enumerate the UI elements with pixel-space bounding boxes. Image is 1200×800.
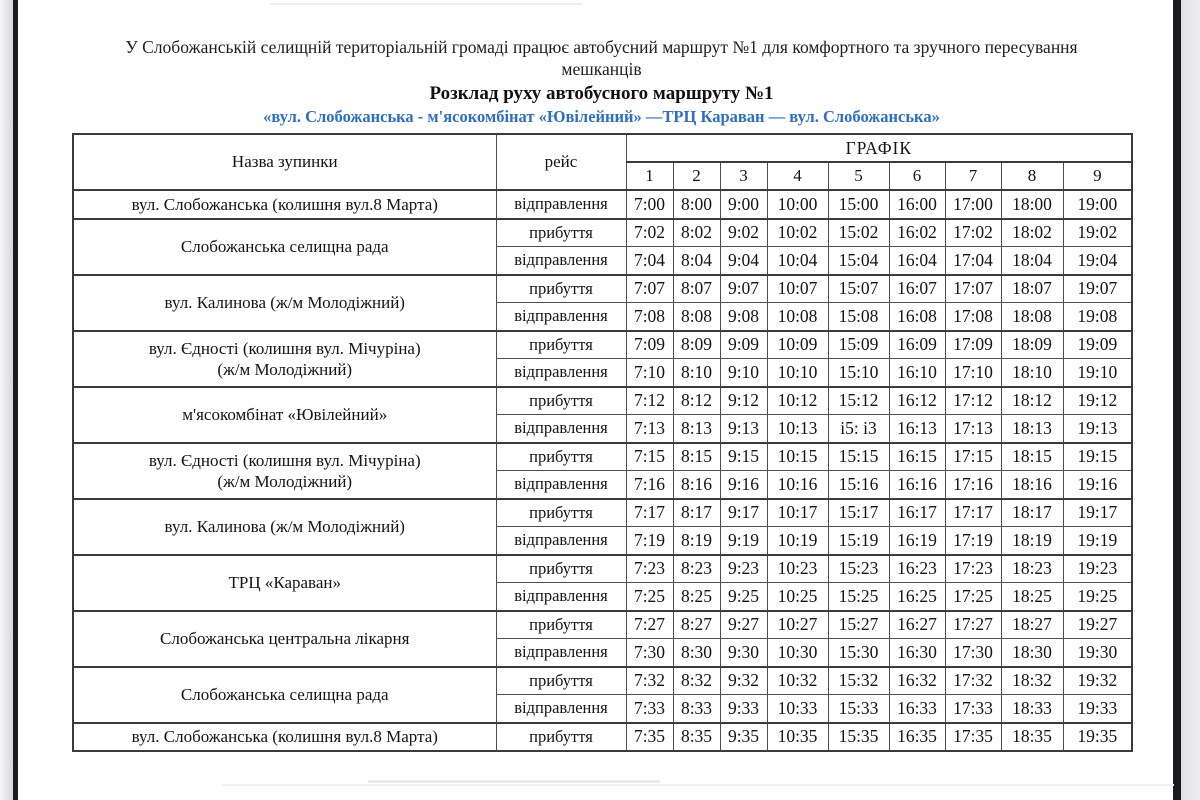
trip-type-cell: прибуття [496,275,626,303]
time-cell: 9:09 [720,331,767,359]
time-cell: 7:27 [626,611,673,639]
trip-type-cell: відправлення [496,471,626,499]
stop-name-cell: ТРЦ «Караван» [73,555,496,611]
table-row [73,190,1132,219]
trip-type-cell: прибуття [496,331,626,359]
time-cell: 18:23 [1001,555,1063,583]
time-cell: 10:32 [767,667,828,695]
intro-line-1: У Слобожанській селищній територіальній громаді працює автобусний маршрут №1 для комфортного та зручного пересування [125,37,1078,57]
time-cell: 16:13 [889,415,945,443]
time-cell: 17:08 [945,303,1001,331]
stop-name-cell [73,331,496,387]
time-cell: 10:19 [767,527,828,555]
trip-type-cell: відправлення [496,303,626,331]
time-cell: 7:08 [626,303,673,331]
time-cell: 17:27 [945,611,1001,639]
time-cell: 15:02 [828,219,889,247]
time-cell: 9:15 [720,443,767,471]
time-cell: 16:10 [889,359,945,387]
time-cell: 15:27 [828,611,889,639]
time-cell: 18:19 [1001,527,1063,555]
time-cell: 9:12 [720,387,767,415]
time-cell: 8:09 [673,331,720,359]
time-cell: 10:25 [767,583,828,611]
schedule-body [73,190,1132,751]
time-cell: 17:15 [945,443,1001,471]
time-cell: 9:16 [720,471,767,499]
time-cell: 18:02 [1001,219,1063,247]
time-cell: 16:04 [889,247,945,275]
time-cell: 10:08 [767,303,828,331]
time-cell: 17:23 [945,555,1001,583]
time-cell: 8:00 [673,190,720,219]
schedule-title: Розклад руху автобусного маршруту №1 [429,83,774,104]
time-cell: 8:19 [673,527,720,555]
time-cell: 19:32 [1063,667,1132,695]
table-row [73,331,1132,359]
time-cell: 16:33 [889,695,945,723]
time-cell: 16:35 [889,723,945,752]
time-cell: 15:08 [828,303,889,331]
stop-name-cell: вул. Калинова (ж/м Молодіжний) [73,499,496,555]
time-cell: 7:13 [626,415,673,443]
time-cell: 8:16 [673,471,720,499]
trip-type-cell: відправлення [496,639,626,667]
time-cell: 10:09 [767,331,828,359]
time-cell: 15:16 [828,471,889,499]
time-cell: 9:30 [720,639,767,667]
time-cell: 18:33 [1001,695,1063,723]
time-cell: 19:33 [1063,695,1132,723]
time-cell: 9:13 [720,415,767,443]
time-cell: 19:35 [1063,723,1132,752]
time-cell: 19:10 [1063,359,1132,387]
schedule-number-5: 5 [828,162,889,190]
time-cell: 10:27 [767,611,828,639]
time-cell: 18:00 [1001,190,1063,219]
time-cell: 16:17 [889,499,945,527]
time-cell: 17:09 [945,331,1001,359]
time-cell: 16:15 [889,443,945,471]
time-cell: i5: i3 [828,415,889,443]
time-cell: 9:32 [720,667,767,695]
time-cell: 17:10 [945,359,1001,387]
stop-name-line-1: вул. Єдності (колишня вул. Мічуріна) [148,450,421,470]
trip-type-cell: прибуття [496,219,626,247]
time-cell: 15:32 [828,667,889,695]
time-cell: 7:32 [626,667,673,695]
time-cell: 17:00 [945,190,1001,219]
time-cell: 16:23 [889,555,945,583]
time-cell: 8:33 [673,695,720,723]
time-cell: 10:07 [767,275,828,303]
time-cell: 16:09 [889,331,945,359]
schedule-number-6: 6 [889,162,945,190]
stop-name-line-1: вул. Єдності (колишня вул. Мічуріна) [148,338,421,358]
time-cell: 15:12 [828,387,889,415]
time-cell: 19:27 [1063,611,1132,639]
time-cell: 15:30 [828,639,889,667]
trip-type-cell: відправлення [496,415,626,443]
time-cell: 8:12 [673,387,720,415]
time-cell: 7:33 [626,695,673,723]
stop-name-cell [73,443,496,499]
time-cell: 19:02 [1063,219,1132,247]
time-cell: 18:32 [1001,667,1063,695]
schedule-number-8: 8 [1001,162,1063,190]
stop-name-cell: Слобожанська центральна лікарня [73,611,496,667]
time-cell: 17:12 [945,387,1001,415]
column-header-schedule: ГРАФІК [626,134,1132,162]
time-cell: 8:04 [673,247,720,275]
table-row [73,723,1132,752]
time-cell: 18:10 [1001,359,1063,387]
time-cell: 18:04 [1001,247,1063,275]
time-cell: 7:12 [626,387,673,415]
scan-artifact-top-line [270,3,582,5]
time-cell: 17:19 [945,527,1001,555]
time-cell: 8:08 [673,303,720,331]
schedule-table-header [73,134,1132,190]
time-cell: 8:25 [673,583,720,611]
trip-type-cell: відправлення [496,247,626,275]
time-cell: 9:02 [720,219,767,247]
schedule-table [72,133,1133,752]
time-cell: 8:13 [673,415,720,443]
time-cell: 18:15 [1001,443,1063,471]
time-cell: 7:04 [626,247,673,275]
time-cell: 10:12 [767,387,828,415]
time-cell: 16:27 [889,611,945,639]
time-cell: 18:25 [1001,583,1063,611]
trip-type-cell: відправлення [496,359,626,387]
time-cell: 7:25 [626,583,673,611]
trip-type-cell: прибуття [496,555,626,583]
trip-type-cell: відправлення [496,583,626,611]
time-cell: 15:23 [828,555,889,583]
time-cell: 8:07 [673,275,720,303]
schedule-number-1: 1 [626,162,673,190]
time-cell: 10:23 [767,555,828,583]
time-cell: 15:04 [828,247,889,275]
time-cell: 9:10 [720,359,767,387]
schedule-number-4: 4 [767,162,828,190]
table-row [73,387,1132,415]
time-cell: 16:12 [889,387,945,415]
stop-name-cell: Слобожанська селищна рада [73,219,496,275]
trip-type-cell: прибуття [496,387,626,415]
time-cell: 19:25 [1063,583,1132,611]
time-cell: 7:09 [626,331,673,359]
time-cell: 19:15 [1063,443,1132,471]
time-cell: 7:30 [626,639,673,667]
time-cell: 18:07 [1001,275,1063,303]
stop-name-cell: м'ясокомбінат «Ювілейний» [73,387,496,443]
photo-edge-right-gradient [1181,0,1200,800]
trip-type-cell: прибуття [496,667,626,695]
time-cell: 18:27 [1001,611,1063,639]
time-cell: 15:00 [828,190,889,219]
table-row [73,499,1132,527]
time-cell: 19:07 [1063,275,1132,303]
time-cell: 9:17 [720,499,767,527]
time-cell: 17:07 [945,275,1001,303]
time-cell: 8:27 [673,611,720,639]
intro-text [72,36,1131,80]
time-cell: 17:02 [945,219,1001,247]
time-cell: 19:19 [1063,527,1132,555]
time-cell: 9:07 [720,275,767,303]
photo-edge-right-line [1173,0,1181,800]
time-cell: 15:10 [828,359,889,387]
time-cell: 8:23 [673,555,720,583]
time-cell: 8:17 [673,499,720,527]
time-cell: 19:00 [1063,190,1132,219]
time-cell: 10:10 [767,359,828,387]
time-cell: 9:04 [720,247,767,275]
table-row [73,219,1132,247]
time-cell: 8:10 [673,359,720,387]
time-cell: 15:19 [828,527,889,555]
time-cell: 17:35 [945,723,1001,752]
trip-type-cell: прибуття [496,611,626,639]
time-cell: 8:30 [673,639,720,667]
time-cell: 17:33 [945,695,1001,723]
stop-name-cell: вул. Слобожанська (колишня вул.8 Марта) [73,190,496,219]
time-cell: 19:04 [1063,247,1132,275]
column-header-stop-name: Назва зупинки [73,134,496,190]
time-cell: 16:30 [889,639,945,667]
time-cell: 9:00 [720,190,767,219]
trip-type-cell: прибуття [496,723,626,752]
schedule-number-9: 9 [1063,162,1132,190]
time-cell: 16:02 [889,219,945,247]
time-cell: 7:00 [626,190,673,219]
time-cell: 8:02 [673,219,720,247]
time-cell: 15:33 [828,695,889,723]
time-cell: 9:08 [720,303,767,331]
time-cell: 18:35 [1001,723,1063,752]
schedule-number-7: 7 [945,162,1001,190]
table-row [73,611,1132,639]
time-cell: 18:17 [1001,499,1063,527]
table-row [73,555,1132,583]
scan-artifact-bottom-long-line [222,784,1174,786]
trip-type-cell: прибуття [496,443,626,471]
time-cell: 15:35 [828,723,889,752]
time-cell: 17:25 [945,583,1001,611]
trip-type-cell: прибуття [496,499,626,527]
time-cell: 10:16 [767,471,828,499]
time-cell: 18:16 [1001,471,1063,499]
table-row [73,443,1132,471]
table-row [73,275,1132,303]
time-cell: 7:15 [626,443,673,471]
schedule-number-2: 2 [673,162,720,190]
time-cell: 8:35 [673,723,720,752]
time-cell: 18:30 [1001,639,1063,667]
time-cell: 8:15 [673,443,720,471]
time-cell: 9:35 [720,723,767,752]
time-cell: 16:16 [889,471,945,499]
time-cell: 10:17 [767,499,828,527]
trip-type-cell: відправлення [496,527,626,555]
stop-name-cell: вул. Калинова (ж/м Молодіжний) [73,275,496,331]
time-cell: 16:00 [889,190,945,219]
schedule-number-3: 3 [720,162,767,190]
time-cell: 19:17 [1063,499,1132,527]
time-cell: 10:15 [767,443,828,471]
time-cell: 9:27 [720,611,767,639]
time-cell: 17:13 [945,415,1001,443]
table-row [73,667,1132,695]
time-cell: 8:32 [673,667,720,695]
time-cell: 19:23 [1063,555,1132,583]
time-cell: 10:33 [767,695,828,723]
time-cell: 16:19 [889,527,945,555]
stop-name-cell: вул. Слобожанська (колишня вул.8 Марта) [73,723,496,752]
time-cell: 7:10 [626,359,673,387]
document-page [72,36,1131,752]
time-cell: 19:30 [1063,639,1132,667]
time-cell: 7:16 [626,471,673,499]
time-cell: 19:16 [1063,471,1132,499]
time-cell: 10:30 [767,639,828,667]
column-header-trip: рейс [496,134,626,190]
time-cell: 7:17 [626,499,673,527]
time-cell: 18:12 [1001,387,1063,415]
time-cell: 17:17 [945,499,1001,527]
time-cell: 9:33 [720,695,767,723]
time-cell: 15:15 [828,443,889,471]
time-cell: 9:25 [720,583,767,611]
time-cell: 15:07 [828,275,889,303]
time-cell: 15:25 [828,583,889,611]
photo-edge-left-gradient [0,0,13,800]
time-cell: 7:23 [626,555,673,583]
time-cell: 10:00 [767,190,828,219]
route-description: «вул. Слобожанська - м'ясокомбінат «Ювілейний» —ТРЦ Караван — вул. Слобожанська» [263,107,940,126]
time-cell: 7:35 [626,723,673,752]
time-cell: 17:30 [945,639,1001,667]
time-cell: 19:08 [1063,303,1132,331]
time-cell: 10:02 [767,219,828,247]
intro-line-2: мешканців [561,59,642,79]
time-cell: 19:12 [1063,387,1132,415]
time-cell: 10:04 [767,247,828,275]
time-cell: 16:32 [889,667,945,695]
photo-edge-left-line [13,0,18,800]
trip-type-cell: відправлення [496,695,626,723]
stop-name-cell: Слобожанська селищна рада [73,667,496,723]
stop-name-line-2: (ж/м Молодіжний) [217,359,353,379]
time-cell: 18:08 [1001,303,1063,331]
time-cell: 19:09 [1063,331,1132,359]
time-cell: 15:09 [828,331,889,359]
time-cell: 18:13 [1001,415,1063,443]
scan-artifact-bottom-short-line [368,780,660,783]
time-cell: 15:17 [828,499,889,527]
time-cell: 9:19 [720,527,767,555]
time-cell: 16:08 [889,303,945,331]
stop-name-line-2: (ж/м Молодіжний) [217,471,353,491]
time-cell: 7:19 [626,527,673,555]
time-cell: 10:13 [767,415,828,443]
time-cell: 17:04 [945,247,1001,275]
time-cell: 16:25 [889,583,945,611]
trip-type-cell: відправлення [496,190,626,219]
time-cell: 7:02 [626,219,673,247]
time-cell: 18:09 [1001,331,1063,359]
time-cell: 19:13 [1063,415,1132,443]
time-cell: 10:35 [767,723,828,752]
time-cell: 9:23 [720,555,767,583]
time-cell: 16:07 [889,275,945,303]
time-cell: 17:32 [945,667,1001,695]
time-cell: 7:07 [626,275,673,303]
time-cell: 17:16 [945,471,1001,499]
